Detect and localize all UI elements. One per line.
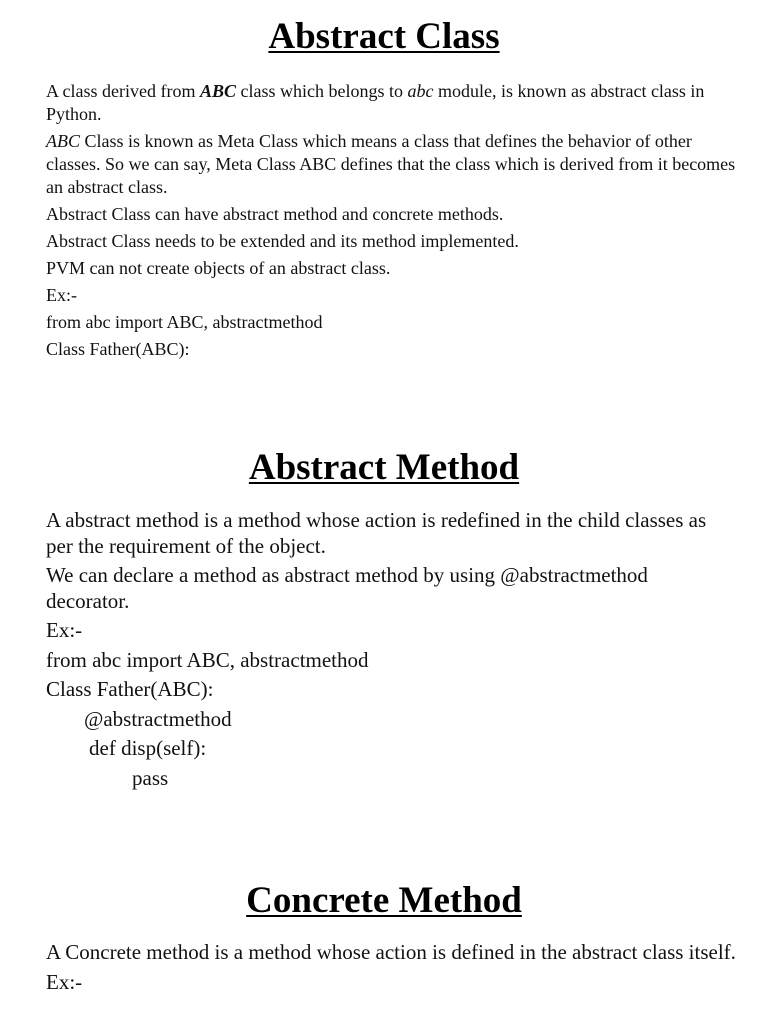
abc-bold-italic: ABC	[199, 81, 236, 101]
line-ex: Ex:-	[46, 969, 83, 994]
code-def-disp: def disp(self):	[89, 736, 207, 760]
text: Class is known as Meta Class which means a class that defines the behavior of other classes. So we can say, Meta Class ABC defines that the class which is derived from it becomes an abstract class.	[46, 131, 736, 197]
paragraph-meta-class	[46, 130, 736, 199]
code-import: from abc import ABC, abstractmethod	[46, 312, 323, 332]
line-ex: Ex:-	[46, 285, 77, 305]
line-ex: Ex:-	[46, 618, 83, 642]
line-abstract-can-have: Abstract Class can have abstract method and concrete methods.	[46, 204, 504, 224]
concrete-method-body	[46, 940, 736, 999]
abc-italic: abc	[407, 81, 434, 101]
line-pvm: PVM can not create objects of an abstract class.	[46, 258, 391, 278]
heading-abstract-class: Abstract Class	[268, 16, 500, 57]
text: class which belongs to	[236, 81, 408, 101]
line-needs-extended: Abstract Class needs to be extended and its method implemented.	[46, 231, 519, 251]
code-class-father: Class Father(ABC):	[46, 339, 190, 359]
paragraph-abc-definition	[46, 80, 736, 126]
abstract-class-body	[46, 80, 736, 365]
text: module, is known as abstract class in Python.	[46, 81, 705, 124]
code-decorator: @abstractmethod	[84, 706, 232, 731]
abstract-method-body	[46, 508, 736, 795]
paragraph-concrete-method-def: A Concrete method is a method whose action is defined in the abstract class itself.	[46, 940, 736, 964]
abc-italic: ABC	[46, 131, 80, 151]
text: A class derived from	[46, 81, 200, 101]
heading-abstract-method: Abstract Method	[248, 447, 520, 488]
code-class-father: Class Father(ABC):	[46, 677, 214, 701]
code-import: from abc import ABC, abstractmethod	[46, 647, 369, 672]
paragraph-abstract-method-def: A abstract method is a method whose action is redefined in the child classes as per the requirement of the object.	[46, 508, 707, 558]
paragraph-declare-decorator: We can declare a method as abstract method by using @abstractmethod decorator.	[46, 563, 648, 613]
heading-concrete-method: Concrete Method	[246, 880, 522, 921]
code-pass: pass	[132, 765, 169, 790]
